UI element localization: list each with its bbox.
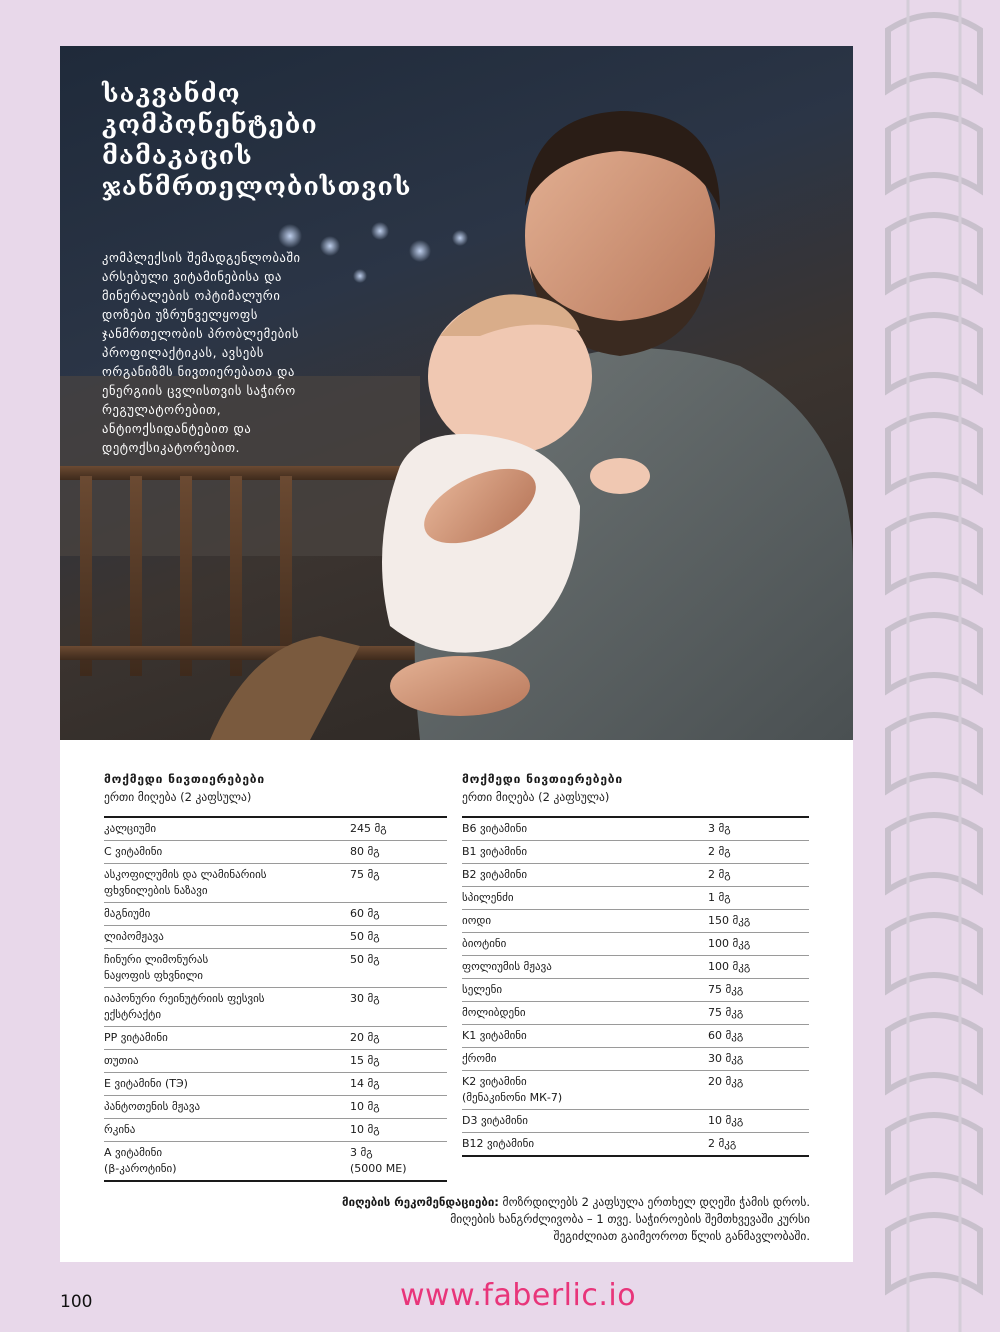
nutrient-name-line: B6 ვიტამინი: [462, 822, 528, 835]
nutrient-name: [104, 906, 350, 922]
table-row: [462, 864, 809, 887]
table-row: [104, 926, 447, 949]
nutrient-name-line: K1 ვიტამინი: [462, 1029, 527, 1042]
nutrient-amount-line: 14 მგ: [350, 1077, 380, 1090]
nutrient-name: [462, 959, 708, 975]
hero-description-line: ანტიოქსიდანტებით და: [102, 421, 252, 436]
nutrient-amount-line: 10 მგ: [350, 1100, 380, 1113]
table-row: [104, 1073, 447, 1096]
nutrient-name-line: B2 ვიტამინი: [462, 868, 528, 881]
hero-photo: [60, 46, 853, 740]
nutrient-amount: [350, 867, 447, 899]
nutrient-name-line: K2 ვიტამინი: [462, 1075, 527, 1088]
table-row: [462, 1071, 809, 1110]
nutrient-name: [462, 1074, 708, 1106]
nutrient-name-line: მოლიბდენი: [462, 1006, 526, 1019]
table-row: [104, 841, 447, 864]
table-subheading: ერთი მიღება (2 კაფსულა): [104, 790, 252, 804]
hero-description-line: პროფილაქტიკას, ავსებს: [102, 345, 265, 360]
nutrient-amount: [350, 952, 447, 984]
table-row: [462, 933, 809, 956]
nutrient-amount: [708, 1113, 809, 1129]
nutrient-name-line: ქრომი: [462, 1052, 497, 1065]
nutrient-amount: [350, 929, 447, 945]
nutrient-amount-line: 3 მგ: [708, 822, 731, 835]
hero-description-line: ორგანიზმს ნივთიერებათა და: [102, 364, 295, 379]
table-row: [104, 949, 447, 988]
nutrient-amount-line: 15 მგ: [350, 1054, 380, 1067]
nutrient-name-line: იოდი: [462, 914, 492, 927]
nutrient-amount-line: 50 მგ: [350, 930, 380, 943]
nutrient-name: [462, 844, 708, 860]
nutrient-amount-line: 150 მკგ: [708, 914, 751, 927]
hero-description-line: დეტოქსიკატორებით.: [102, 440, 241, 455]
nutrient-name-line: თუთია: [104, 1054, 139, 1067]
nutrient-amount: [708, 982, 809, 998]
nutrient-amount-line: 2 მგ: [708, 868, 731, 881]
nutrient-amount-line: 30 მგ: [350, 992, 380, 1005]
nutrient-name-line: ფოლიუმის მჟავა: [462, 960, 552, 973]
hero-description: [102, 248, 392, 457]
nutrient-amount-line: 20 მგ: [350, 1031, 380, 1044]
nutrient-table-right: [462, 772, 809, 1157]
nutrient-name-line: ფხვნილების ნაზავი: [104, 884, 208, 897]
nutrient-amount: [350, 821, 447, 837]
recommendation-line: მიღების ხანგრძლივობა – 1 თვე. საჭიროების შემთხვევაში კურსი: [450, 1212, 810, 1226]
nutrient-name-line: მაგნიუმი: [104, 907, 151, 920]
nutrient-amount: [708, 913, 809, 929]
table-row: [462, 1048, 809, 1071]
nutrient-name-line: ლიპომჟავა: [104, 930, 164, 943]
nutrient-name-line: ასკოფილუმის და ლამინარიის: [104, 868, 267, 881]
nutrient-amount: [708, 1136, 809, 1152]
hero-title: [102, 78, 482, 202]
nutrient-name-line: ჩინური ლიმონურას: [104, 953, 209, 966]
hero-description-line: ენერგიის ცვლისთვის საჭირო: [102, 383, 296, 398]
table-row: [104, 864, 447, 903]
page-number: 100: [60, 1292, 93, 1312]
nutrient-amount-line: 75 მკგ: [708, 1006, 744, 1019]
nutrient-name: [104, 1099, 350, 1115]
nutrient-amount-line: 1 მგ: [708, 891, 731, 904]
nutrient-amount: [708, 890, 809, 906]
nutrient-name-line: C ვიტამინი: [104, 845, 163, 858]
nutrient-name: [104, 1122, 350, 1138]
table-row: [104, 903, 447, 926]
hero-description-line: მინერალების ოპტიმალური: [102, 288, 281, 303]
nutrient-name-line: PP ვიტამინი: [104, 1031, 168, 1044]
nutrient-amount: [350, 844, 447, 860]
table-row: [462, 1133, 809, 1155]
nutrient-amount-line: 80 მგ: [350, 845, 380, 858]
nutrient-name-line: ექსტრაქტი: [104, 1008, 162, 1021]
nutrient-name-line: კალციუმი: [104, 822, 157, 835]
nutrient-name: [104, 991, 350, 1023]
nutrient-name: [462, 1051, 708, 1067]
nutrient-name: [462, 913, 708, 929]
nutrient-amount-line: (5000 МЕ): [350, 1162, 407, 1175]
nutrient-name: [462, 1005, 708, 1021]
table-row: [104, 1142, 447, 1180]
recommendation-line: [200, 1194, 810, 1211]
nutrient-name-line: პანტოთენის მჟავა: [104, 1100, 201, 1113]
nutrient-name: [462, 1028, 708, 1044]
nutrient-amount: [708, 959, 809, 975]
decorative-side-lettering: [868, 0, 1000, 1332]
nutrient-name-line: E ვიტამინი (ТЭ): [104, 1077, 188, 1090]
nutrient-name: [104, 952, 350, 984]
nutrient-amount-line: 10 მგ: [350, 1123, 380, 1136]
nutrient-name-line: B12 ვიტამინი: [462, 1137, 535, 1150]
nutrient-name: [104, 821, 350, 837]
nutrient-name-line: A ვიტამინი: [104, 1146, 163, 1159]
nutrient-name: [104, 867, 350, 899]
nutrient-name: [462, 867, 708, 883]
nutrient-amount: [708, 1074, 809, 1106]
nutrient-name-line: რკინა: [104, 1123, 136, 1136]
nutrient-amount-line: 100 მკგ: [708, 960, 751, 973]
table-row: [462, 1025, 809, 1048]
nutrient-name: [462, 821, 708, 837]
table-row: [462, 1110, 809, 1133]
nutrient-name: [462, 982, 708, 998]
nutrient-name: [462, 1113, 708, 1129]
nutrient-amount: [350, 1030, 447, 1046]
nutrient-amount-line: 50 მგ: [350, 953, 380, 966]
nutrient-amount-line: 60 მგ: [350, 907, 380, 920]
table-row: [104, 1096, 447, 1119]
nutrient-amount: [350, 1145, 447, 1177]
nutrient-name: [104, 929, 350, 945]
nutrient-amount-line: 75 მკგ: [708, 983, 744, 996]
nutrient-name-line: ნაყოფის ფხვნილი: [104, 969, 203, 982]
nutrient-name: [104, 1030, 350, 1046]
nutrient-amount-line: 30 მკგ: [708, 1052, 744, 1065]
nutrient-amount-line: 2 მკგ: [708, 1137, 737, 1150]
table-row: [104, 1050, 447, 1073]
nutrient-amount: [708, 1005, 809, 1021]
table-row: [462, 979, 809, 1002]
hero-title-line: კომპონენტები: [102, 110, 318, 139]
table-body: [462, 816, 809, 1157]
nutrient-name: [104, 1053, 350, 1069]
nutrient-name: [462, 936, 708, 952]
nutrient-amount: [708, 1028, 809, 1044]
usage-recommendation: [200, 1194, 810, 1245]
table-row: [462, 818, 809, 841]
table-row: [462, 956, 809, 979]
nutrient-amount-line: 75 მგ: [350, 868, 380, 881]
nutrient-name: [462, 1136, 708, 1152]
nutrient-name-line: სელენი: [462, 983, 503, 996]
website-link[interactable]: www.faberlic.io: [400, 1278, 637, 1313]
table-subheading: ერთი მიღება (2 კაფსულა): [462, 790, 610, 804]
nutrient-name: [462, 890, 708, 906]
ornament-pattern: [868, 0, 1000, 1332]
table-heading: მოქმედი ნივთიერებები: [104, 772, 265, 786]
nutrient-amount-line: 60 მკგ: [708, 1029, 744, 1042]
nutrient-amount: [350, 991, 447, 1023]
hero-title-line: ჯანმრთელობისთვის: [102, 172, 412, 201]
recommendation-line: შეგიძლიათ გაიმეოროთ წლის განმავლობაში.: [553, 1229, 810, 1243]
nutrient-amount-line: 2 მგ: [708, 845, 731, 858]
nutrient-name: [104, 1145, 350, 1177]
table-row: [104, 818, 447, 841]
table-row: [462, 910, 809, 933]
table-row: [462, 887, 809, 910]
nutrient-amount: [350, 1076, 447, 1092]
table-row: [104, 1119, 447, 1142]
nutrient-name-line: იაპონური რეინუტრიის ფესვის: [104, 992, 265, 1005]
nutrient-name-line: (β-კაროტინი): [104, 1162, 177, 1175]
nutrient-amount: [350, 1122, 447, 1138]
table-row: [462, 1002, 809, 1025]
nutrient-name: [104, 844, 350, 860]
nutrient-amount: [350, 906, 447, 922]
table-body: [104, 816, 447, 1182]
hero-title-line: საკვანძო: [102, 79, 241, 108]
nutrient-amount-line: 3 მგ: [350, 1146, 373, 1159]
nutrient-amount-line: 245 მგ: [350, 822, 387, 835]
nutrient-amount: [350, 1053, 447, 1069]
table-heading: მოქმედი ნივთიერებები: [462, 772, 623, 786]
nutrient-name-line: D3 ვიტამინი: [462, 1114, 528, 1127]
nutrient-table-left: [104, 772, 447, 1182]
hero-description-line: არსებული ვიტამინებისა და: [102, 269, 282, 284]
nutrient-name-line: სპილენძი: [462, 891, 514, 904]
nutrient-name-line: (მენაკინონი МК-7): [462, 1091, 563, 1104]
nutrient-amount: [708, 936, 809, 952]
nutrient-name-line: B1 ვიტამინი: [462, 845, 528, 858]
table-row: [462, 841, 809, 864]
nutrient-name-line: ბიოტინი: [462, 937, 507, 950]
nutrient-amount-line: 10 მკგ: [708, 1114, 744, 1127]
recommendation-label: მიღების რეკომენდაციები:: [342, 1195, 499, 1209]
hero-description-line: დოზები უზრუნველყოფს: [102, 307, 258, 322]
table-row: [104, 1027, 447, 1050]
nutrient-amount-line: 20 მკგ: [708, 1075, 744, 1088]
recommendation-text: მოზრდილებს 2 კაფსულა ერთხელ დღეში ჭამის დროს.: [498, 1195, 810, 1209]
nutrient-amount: [708, 821, 809, 837]
nutrient-amount: [708, 867, 809, 883]
nutrient-amount: [708, 844, 809, 860]
nutrient-amount-line: 100 მკგ: [708, 937, 751, 950]
hero-title-line: მამაკაცის: [102, 141, 253, 170]
hero-description-line: კომპლექსის შემადგენლობაში: [102, 250, 301, 265]
hero-description-line: ჯანმრთელობის პრობლემების: [102, 326, 299, 341]
nutrient-name: [104, 1076, 350, 1092]
nutrient-amount: [708, 1051, 809, 1067]
table-row: [104, 988, 447, 1027]
nutrient-amount: [350, 1099, 447, 1115]
hero-description-line: რეგულატორებით,: [102, 402, 222, 417]
